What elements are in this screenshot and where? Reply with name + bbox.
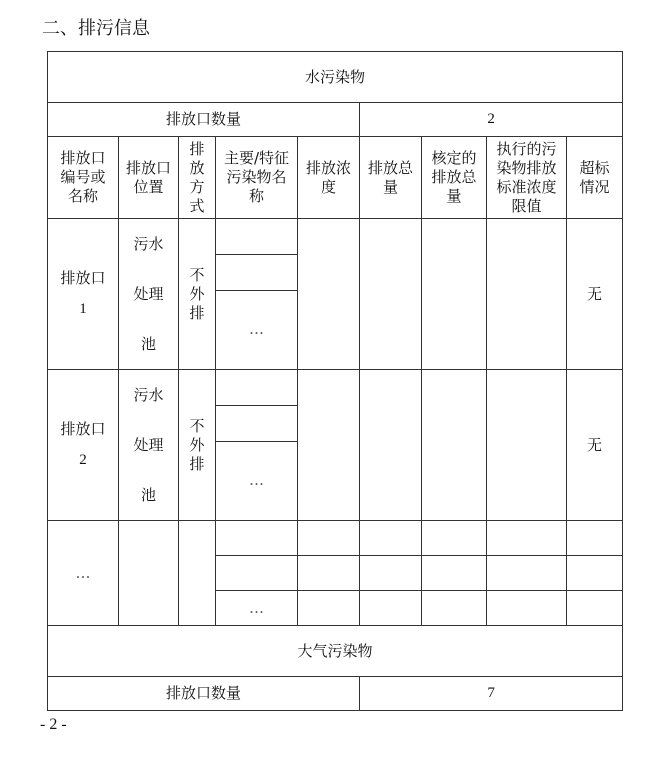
table-cell: [298, 591, 360, 626]
outlet-1-method: 不 外 排: [179, 219, 216, 370]
air-pollutant-section-title: 大气污染物: [48, 626, 623, 677]
table-cell: [216, 219, 298, 255]
table-cell: [360, 219, 422, 370]
table-cell: [298, 370, 360, 521]
table-cell: [487, 219, 567, 370]
table-cell: [487, 521, 567, 556]
outlet-2-location: 污水 处理 池: [119, 370, 179, 521]
water-pollutant-section-title: 水污染物: [48, 52, 623, 103]
table-cell: [179, 521, 216, 626]
header-exceedance: 超标 情况: [567, 137, 623, 219]
more-outlets-pollutants: …: [216, 591, 298, 626]
table-cell: [422, 591, 487, 626]
air-outlet-count-label: 排放口数量: [48, 677, 360, 711]
table-cell: [487, 370, 567, 521]
table-cell: [567, 591, 623, 626]
table-cell: [360, 370, 422, 521]
outlet-1-location: 污水 处理 池: [119, 219, 179, 370]
table-row: [48, 370, 623, 406]
air-outlet-count-value: 7: [360, 677, 623, 711]
table-cell: [216, 556, 298, 591]
column-header-row: [48, 137, 623, 219]
table-cell: [298, 219, 360, 370]
header-approved-total: 核定的 排放总 量: [422, 137, 487, 219]
header-standard-limit: 执行的污 染物排放 标准浓度 限值: [487, 137, 567, 219]
water-outlet-count-value: 2: [360, 103, 623, 137]
emission-table: [47, 51, 623, 711]
outlet-2-method: 不 外 排: [179, 370, 216, 521]
page-number: - 2 -: [40, 716, 67, 733]
table-cell: [422, 219, 487, 370]
table-cell: [298, 521, 360, 556]
table-cell: [567, 521, 623, 556]
water-outlet-count-label: 排放口数量: [48, 103, 360, 137]
section-heading: 二、排污信息: [42, 18, 150, 39]
table-cell: [360, 556, 422, 591]
table-cell: [360, 591, 422, 626]
header-outlet-id: 排放口 编号或 名称: [48, 137, 119, 219]
table-cell: [360, 521, 422, 556]
table-cell: [422, 556, 487, 591]
outlet-1-name: 排放口 1: [48, 219, 119, 370]
header-concentration: 排放浓 度: [298, 137, 360, 219]
table-cell: [487, 556, 567, 591]
table-cell: [487, 591, 567, 626]
table-cell: [216, 370, 298, 406]
table-row: [48, 219, 623, 255]
table-cell: [216, 521, 298, 556]
table-cell: [298, 556, 360, 591]
table-cell: [422, 370, 487, 521]
table-cell: [216, 254, 298, 290]
outlet-2-exceedance: 无: [567, 370, 623, 521]
header-pollutant-name: 主要/特征 污染物名 称: [216, 137, 298, 219]
table-cell: [422, 521, 487, 556]
outlet-2-name: 排放口 2: [48, 370, 119, 521]
header-outlet-location: 排放口 位置: [119, 137, 179, 219]
table-cell: [567, 556, 623, 591]
table-cell: [216, 405, 298, 441]
more-outlets-name: …: [48, 521, 119, 626]
table-row: [48, 521, 623, 556]
outlet-2-more-pollutants: …: [216, 441, 298, 520]
header-total-amount: 排放总 量: [360, 137, 422, 219]
header-discharge-method: 排 放 方 式: [179, 137, 216, 219]
outlet-1-exceedance: 无: [567, 219, 623, 370]
outlet-1-more-pollutants: …: [216, 290, 298, 369]
table-cell: [119, 521, 179, 626]
